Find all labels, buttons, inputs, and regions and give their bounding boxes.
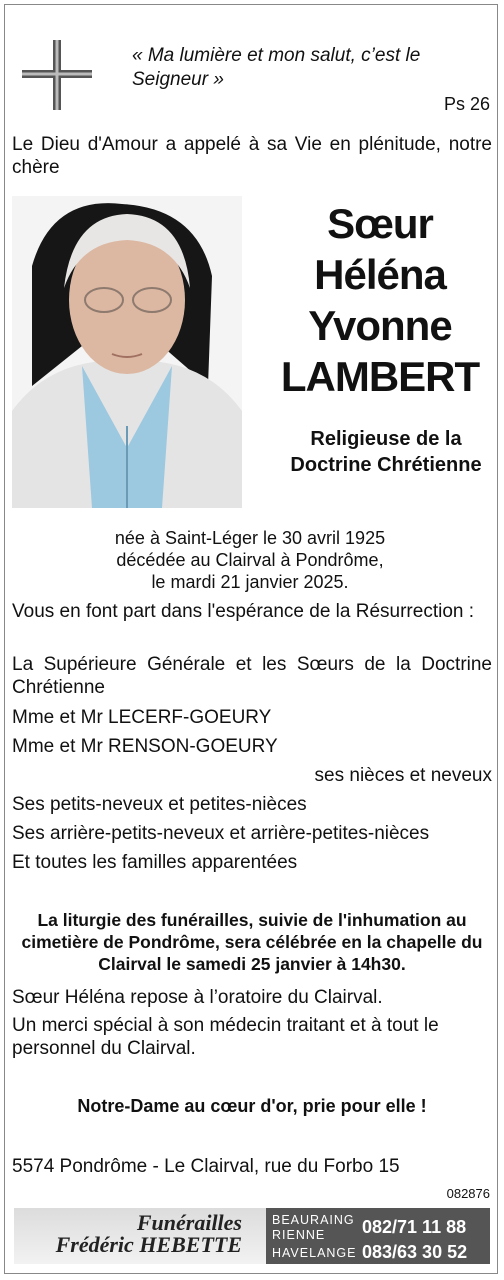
psalm-reference: Ps 26	[443, 94, 490, 114]
phone-number: 082/71 11 88	[362, 1217, 467, 1237]
date-line: née à Saint-Léger le 30 avril 1925	[114, 528, 386, 548]
notice-frame	[4, 4, 498, 1274]
family-line: Ses petits-neveux et petites-nièces	[12, 794, 307, 815]
family-line: La Supérieure Générale et les Sœurs de la Doctrine Chrétienne	[12, 654, 492, 698]
cross-icon	[22, 40, 92, 110]
brand-line: Funérailles	[136, 1210, 242, 1235]
portrait-photo	[12, 196, 242, 508]
rest-notice: Sœur Héléna repose à l’oratoire du Clairval.	[12, 987, 383, 1008]
family-line: Mme et Mr LECERF-GOEURY	[12, 707, 272, 728]
location-label: BEAURAING	[272, 1213, 355, 1227]
intro-text: Le Dieu d'Amour a appelé à sa Vie en plénitude, notre chère	[12, 134, 492, 178]
thanks-text: Un merci spécial à son médecin traitant et à tout le personnel du Clairval.	[12, 1015, 439, 1059]
address-text: 5574 Pondrôme - Le Clairval, rue du Forbo 15	[12, 1156, 400, 1177]
family-line: Ses arrière-petits-neveux et arrière-petites-nièces	[12, 823, 430, 844]
location-label: HAVELANGE	[272, 1246, 357, 1260]
birth-death-dates	[80, 527, 420, 593]
name-line: Yvonne	[308, 302, 452, 349]
ad-reference: 082876	[446, 1186, 490, 1201]
deceased-name	[265, 198, 495, 402]
prayer-text: Notre-Dame au cœur d'or, prie pour elle !	[77, 1096, 427, 1116]
funeral-home-name	[14, 1212, 242, 1256]
name-line: LAMBERT	[280, 353, 480, 400]
title-line: Religieuse de la	[310, 428, 462, 450]
funeral-notice: La liturgie des funérailles, suivie de l'inhumation au cimetière de Pondrôme, sera célébrée en la chapelle du Clairval le samedi 25 janvier à 14h30.	[21, 910, 483, 974]
title-line: Doctrine Chrétienne	[290, 454, 482, 476]
date-line: le mardi 21 janvier 2025.	[151, 572, 349, 592]
religious-title	[276, 426, 496, 478]
opening-quote: « Ma lumière et mon salut, c’est le Seigneur »	[132, 45, 421, 90]
family-line: ses nièces et neveux	[314, 765, 492, 786]
phone-number: 083/63 30 52	[362, 1242, 468, 1262]
family-line: Mme et Mr RENSON-GOEURY	[12, 736, 278, 757]
brand-line: Frédéric HEBETTE	[55, 1232, 242, 1257]
name-line: Sœur	[327, 200, 433, 247]
name-line: Héléna	[314, 251, 446, 298]
announcement-text: Vous en font part dans l'espérance de la Résurrection :	[12, 601, 475, 622]
location-label: RIENNE	[272, 1228, 326, 1242]
date-line: décédée au Clairval à Pondrôme,	[116, 550, 384, 570]
family-line: Et toutes les familles apparentées	[12, 852, 298, 873]
